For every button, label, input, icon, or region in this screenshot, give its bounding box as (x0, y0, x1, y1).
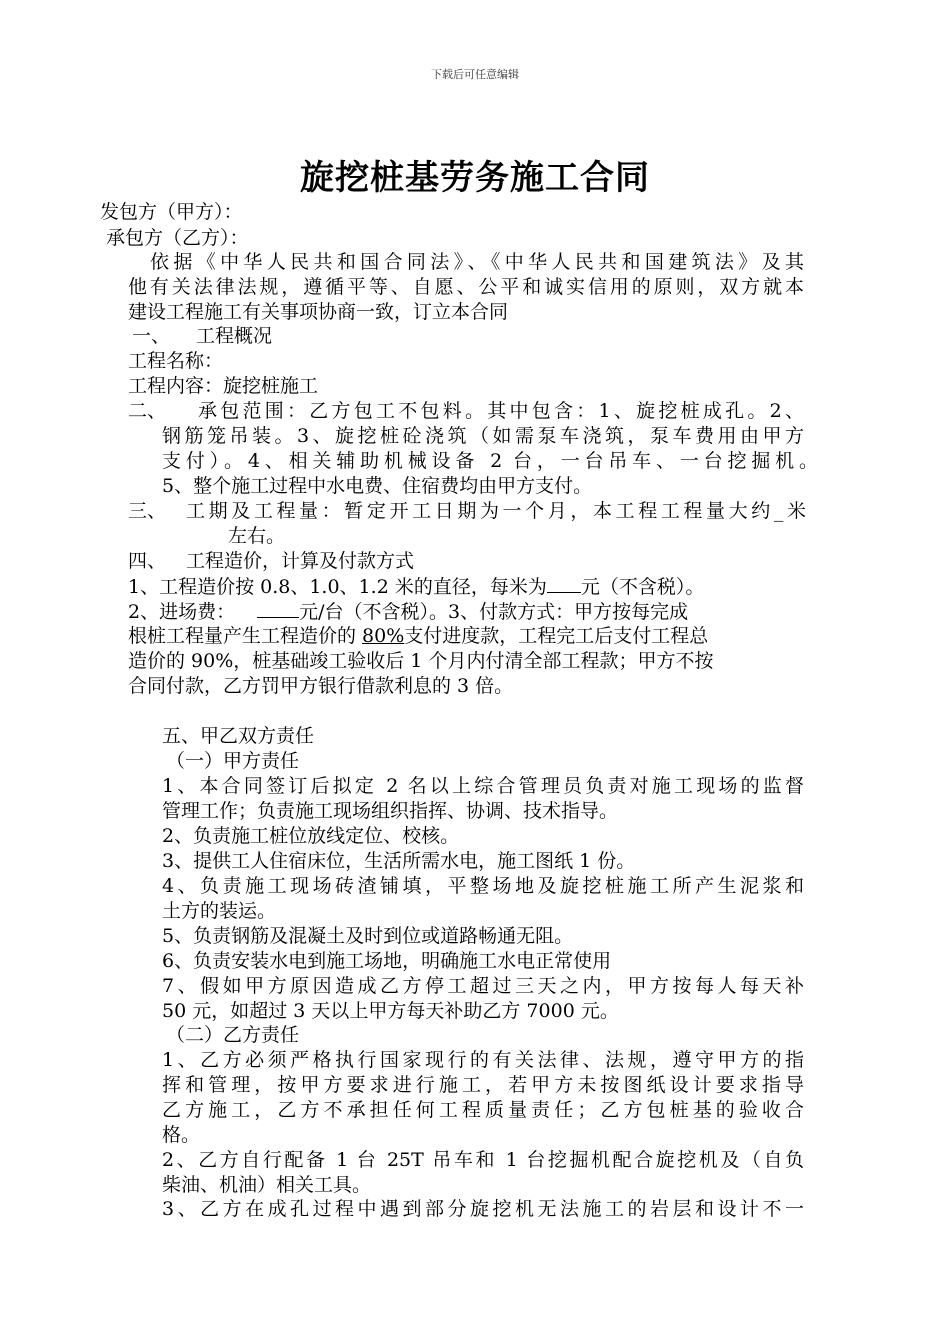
party-b-duty-line-1: 1、乙方必须严格执行国家现行的有关法律、法规，遵守甲方的指 (162, 1049, 804, 1071)
party-b-duty-line-2: 挥和管理，按甲方要求进行施工，若甲方未按图纸设计要求指导 (162, 1074, 804, 1096)
party-b-duty-line-3: 乙方施工，乙方不承担任何工程质量责任；乙方包桩基的验收合 (162, 1099, 804, 1121)
party-a-duty-line-5: 4、负责施工现场砖渣铺填，平整场地及旋挖桩施工所产生泥浆和 (162, 875, 804, 897)
schedule-line-1: 工期及工程量：暂定开工日期为一个月，本工程工程量大约_米 (186, 500, 806, 522)
price-per-meter-blank (547, 574, 581, 593)
intro-line-1: 依据《中华人民共和国合同法》、《中华人民共和国建筑法》及其 (150, 251, 804, 273)
price-line-3 (128, 624, 708, 648)
party-a-label: 发包方（甲方）： (100, 201, 243, 223)
section-5-heading: 五、甲乙双方责任 (162, 725, 315, 747)
party-b-duty-line-7: 3、乙方在成孔过程中遇到部分旋挖机无法施工的岩层和设计不一 (162, 1198, 804, 1220)
header-note: 下载后可任意编辑 (431, 68, 519, 81)
price-line-1-start: 1、工程造价按 0.8、1.0、1.2 米的直径，每米为 (128, 576, 547, 598)
document-title: 旋挖桩基劳务施工合同 (300, 158, 650, 198)
party-a-duty-line-10: 50 元，如超过 3 天以上甲方每天补助乙方 7000 元。 (162, 1000, 619, 1022)
price-line-5: 合同付款，乙方罚甲方银行借款利息的 3 倍。 (128, 675, 514, 697)
intro-line-2: 他有关法律法规，遵循平等、自愿、公平和诚实信用的原则，双方就本 (128, 276, 804, 298)
party-a-duty-line-2: 管理工作；负责施工现场组织指挥、协调、技术指导。 (162, 800, 619, 822)
price-line-4: 造价的 90%，桩基础竣工验收后 1 个月内付清全部工程款；甲方不按 (128, 650, 714, 672)
section-1-heading: 工程概况 (196, 325, 273, 347)
party-b-duty-line-6: 柴油、机油）相关工具。 (162, 1174, 372, 1196)
party-b-label: 承包方（乙方）： (106, 227, 249, 249)
price-line-1 (128, 574, 704, 599)
section-4-number: 四、 (128, 550, 167, 572)
party-a-duty-line-7: 5、负责钢筋及混凝土及时到位或道路畅通无阻。 (162, 925, 574, 947)
party-a-duty-line-3: 2、负责施工桩位放线定位、校核。 (162, 825, 460, 847)
schedule-line-2: 左右。 (228, 525, 286, 547)
party-a-duty-line-4: 3、提供工人住宿床位，生活所需水电，施工图纸 1 份。 (162, 850, 636, 872)
party-a-duty-line-9: 7、假如甲方原因造成乙方停工超过三天之内，甲方按每人每天补 (162, 975, 804, 997)
party-b-duty-line-4: 格。 (162, 1124, 201, 1146)
project-content: 工程内容：旋挖桩施工 (128, 375, 319, 397)
price-line-3-end: 支付进度款，工程完工后支付工程总 (404, 625, 709, 647)
price-line-2 (128, 599, 688, 624)
party-b-duties-heading: （二）乙方责任 (166, 1024, 300, 1046)
entry-fee-label: 2、进场费： (128, 601, 236, 623)
scope-line-4: 5、整个施工过程中水电费、住宿费均由甲方支付。 (162, 475, 593, 497)
price-line-2-end: 元/台（不含税）。3、付款方式：甲方按每完成 (299, 601, 689, 623)
party-b-duty-line-5: 2、乙方自行配备 1 台 25T 吊车和 1 台挖掘机配合旋挖机及（自负 (162, 1149, 804, 1171)
party-a-duty-line-6: 土方的装运。 (162, 900, 277, 922)
entry-fee-blank (257, 599, 299, 618)
section-1-number: 一、 (132, 325, 171, 347)
party-a-duty-line-1: 1、本合同签订后拟定 2 名以上综合管理员负责对施工现场的监督 (162, 775, 804, 797)
progress-payment-percent: 80% (362, 625, 405, 647)
scope-line-1: 承包范围：乙方包工不包料。其中包含：1、旋挖桩成孔。2、 (198, 400, 804, 422)
section-4-heading: 工程造价，计算及付款方式 (186, 550, 415, 572)
section-3-number: 三、 (128, 500, 167, 522)
price-line-3-start: 根桩工程量产生工程造价的 (128, 625, 363, 647)
scope-line-2: 钢筋笼吊装。3、旋挖桩砼浇筑（如需泵车浇筑，泵车费用由甲方 (162, 425, 804, 447)
party-a-duty-line-8: 6、负责安装水电到施工场地，明确施工水电正常使用 (162, 950, 612, 972)
price-line-1-end: 元（不含税）。 (580, 576, 705, 598)
party-a-duties-heading: （一）甲方责任 (166, 750, 300, 772)
project-name-label: 工程名称： (128, 350, 224, 372)
intro-line-3: 建设工程施工有关事项协商一致，订立本合同 (128, 301, 509, 323)
section-2-number: 二、 (128, 400, 167, 422)
scope-line-3: 支付）。4、相关辅助机械设备 2 台，一台吊车、一台挖掘机。 (162, 450, 818, 472)
